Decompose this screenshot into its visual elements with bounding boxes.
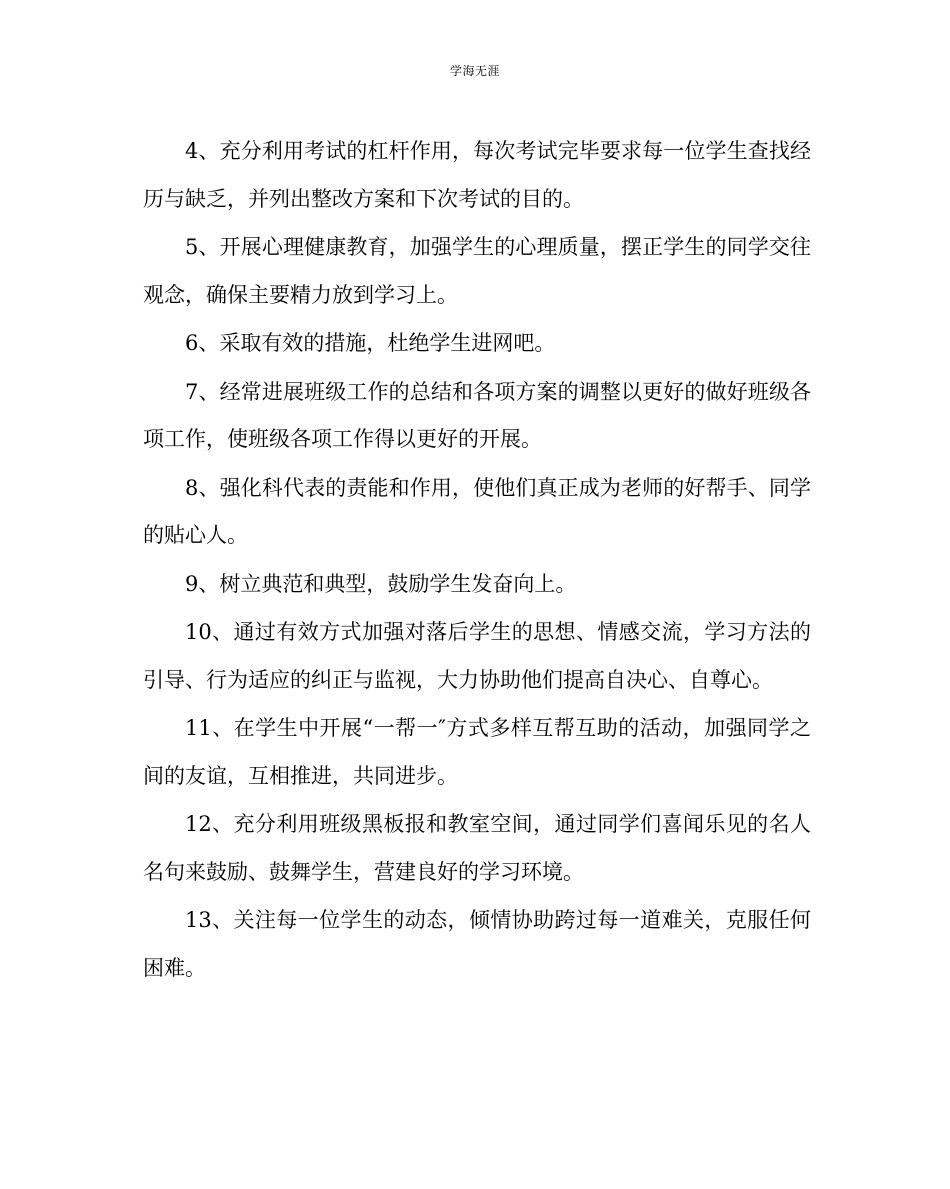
paragraph-12: 12、充分利用班级黑板报和教室空间，通过同学们喜闻乐见的名人名句来鼓励、鼓舞学生，营建良好的学习环境。 xyxy=(143,812,811,884)
paragraph-4: 4、充分利用考试的杠杆作用，每次考试完毕要求每一位学生查找经历与缺乏，并列出整改方案和下次考试的目的。 xyxy=(143,139,811,211)
paragraph-9: 9、树立典范和典型，鼓励学生发奋向上。 xyxy=(185,571,577,596)
paragraph-6: 6、采取有效的措施，杜绝学生进网吧。 xyxy=(185,331,556,355)
paragraph-7: 7、经常进展班级工作的总结和各项方案的调整以更好的做好班级各项工作，使班级各项工作得以更好的开展。 xyxy=(143,379,811,451)
paragraph-8: 8、强化科代表的责能和作用，使他们真正成为老师的好帮手、同学的贴心人。 xyxy=(143,475,811,547)
document-body xyxy=(143,128,811,993)
paragraph-10: 10、通过有效方式加强对落后学生的思想、情感交流，学习方法的引导、行为适应的纠正与监视，大力协助他们提高自决心、自尊心。 xyxy=(143,620,811,692)
paragraph-5: 5、开展心理健康教育，加强学生的心理质量，摆正学生的同学交往观念，确保主要精力放到学习上。 xyxy=(143,235,811,307)
paragraph-11: 11、在学生中开展“一帮一″方式多样互帮互助的活动，加强同学之间的友谊，互相推进，共同进步。 xyxy=(143,716,811,788)
paragraph-13: 13、关注每一位学生的动态，倾情协助跨过每一道难关，克服任何困难。 xyxy=(143,908,811,980)
page-header: 学海无涯 xyxy=(449,64,500,78)
